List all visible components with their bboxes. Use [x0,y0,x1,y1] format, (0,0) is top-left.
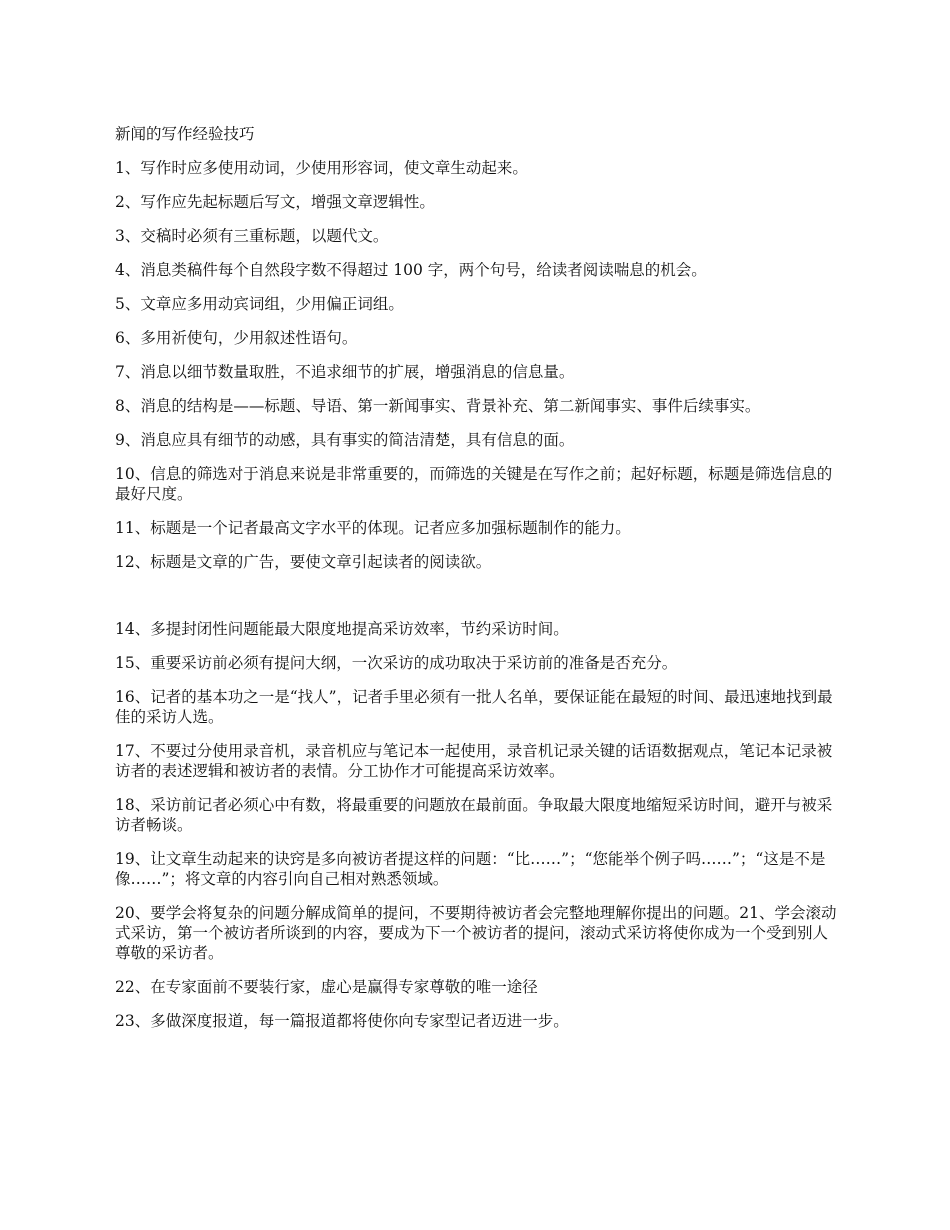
paragraph: 12、标题是文章的广告，要使文章引起读者的阅读欲。 [115,553,492,571]
paragraph: 6、多用祈使句，少用叙述性语句。 [115,329,358,347]
paragraph: 15、重要采访前必须有提问大纲，一次采访的成功取决于采访前的准备是否充分。 [115,654,678,672]
paragraph: 10、信息的筛选对于消息来说是非常重要的，而筛选的关键是在写作之前；起好标题，标题是筛选信息的最好尺度。 [115,465,833,503]
paragraph: 4、消息类稿件每个自然段字数不得超过 100 字，两个句号，给读者阅读喘息的机会。 [115,261,707,279]
page-title: 新闻的写作经验技巧 [115,125,255,143]
paragraph: 23、多做深度报道，每一篇报道都将使你向专家型记者迈进一步。 [115,1012,569,1030]
paragraph: 8、消息的结构是——标题、导语、第一新闻事实、背景补充、第二新闻事实、事件后续事实。 [115,397,761,415]
paragraph: 7、消息以细节数量取胜，不追求细节的扩展，增强消息的信息量。 [115,363,575,381]
paragraph: 18、采访前记者必须心中有数，将最重要的问题放在最前面。争取最大限度地缩短采访时间，避开与被采访者畅谈。 [115,796,833,834]
paragraph: 14、多提封闭性问题能最大限度地提高采访效率，节约采访时间。 [115,620,569,638]
paragraph: 19、让文章生动起来的诀窍是多向被访者提这样的问题：“比……”；“您能举个例子吗……”；“这是不是像……”；将文章的内容引向自己相对熟悉领域。 [115,850,826,888]
paragraph: 1、写作时应多使用动词，少使用形容词，使文章生动起来。 [115,159,528,177]
paragraph: 2、写作应先起标题后写文，增强文章逻辑性。 [115,193,435,211]
paragraph: 11、标题是一个记者最高文字水平的体现。记者应多加强标题制作的能力。 [115,519,631,537]
paragraph: 3、交稿时必须有三重标题，以题代文。 [115,227,389,245]
blank-gap [115,586,840,619]
paragraph: 5、文章应多用动宾词组，少用偏正词组。 [115,295,404,313]
paragraph: 17、不要过分使用录音机，录音机应与笔记本一起使用，录音机记录关键的话语数据观点，笔记本记录被访者的表述逻辑和被访者的表情。分工协作才可能提高采访效率。 [115,742,833,780]
document-body [115,124,840,1045]
paragraph: 22、在专家面前不要装行家，虚心是赢得专家尊敬的唯一途径 [115,978,538,996]
paragraph: 20、要学会将复杂的问题分解成简单的提问，不要期待被访者会完整地理解你提出的问题。21、学会滚动式采访，第一个被访者所谈到的内容，要成为下一个被访者的提问，滚动式采访将使你成为一个受到别人尊敬的采访者。 [115,904,837,962]
paragraph: 16、记者的基本功之一是“找人”，记者手里必须有一批人名单，要保证能在最短的时间、最迅速地找到最佳的采访人选。 [115,688,833,726]
paragraph: 9、消息应具有细节的动感，具有事实的简洁清楚，具有信息的面。 [115,431,575,449]
